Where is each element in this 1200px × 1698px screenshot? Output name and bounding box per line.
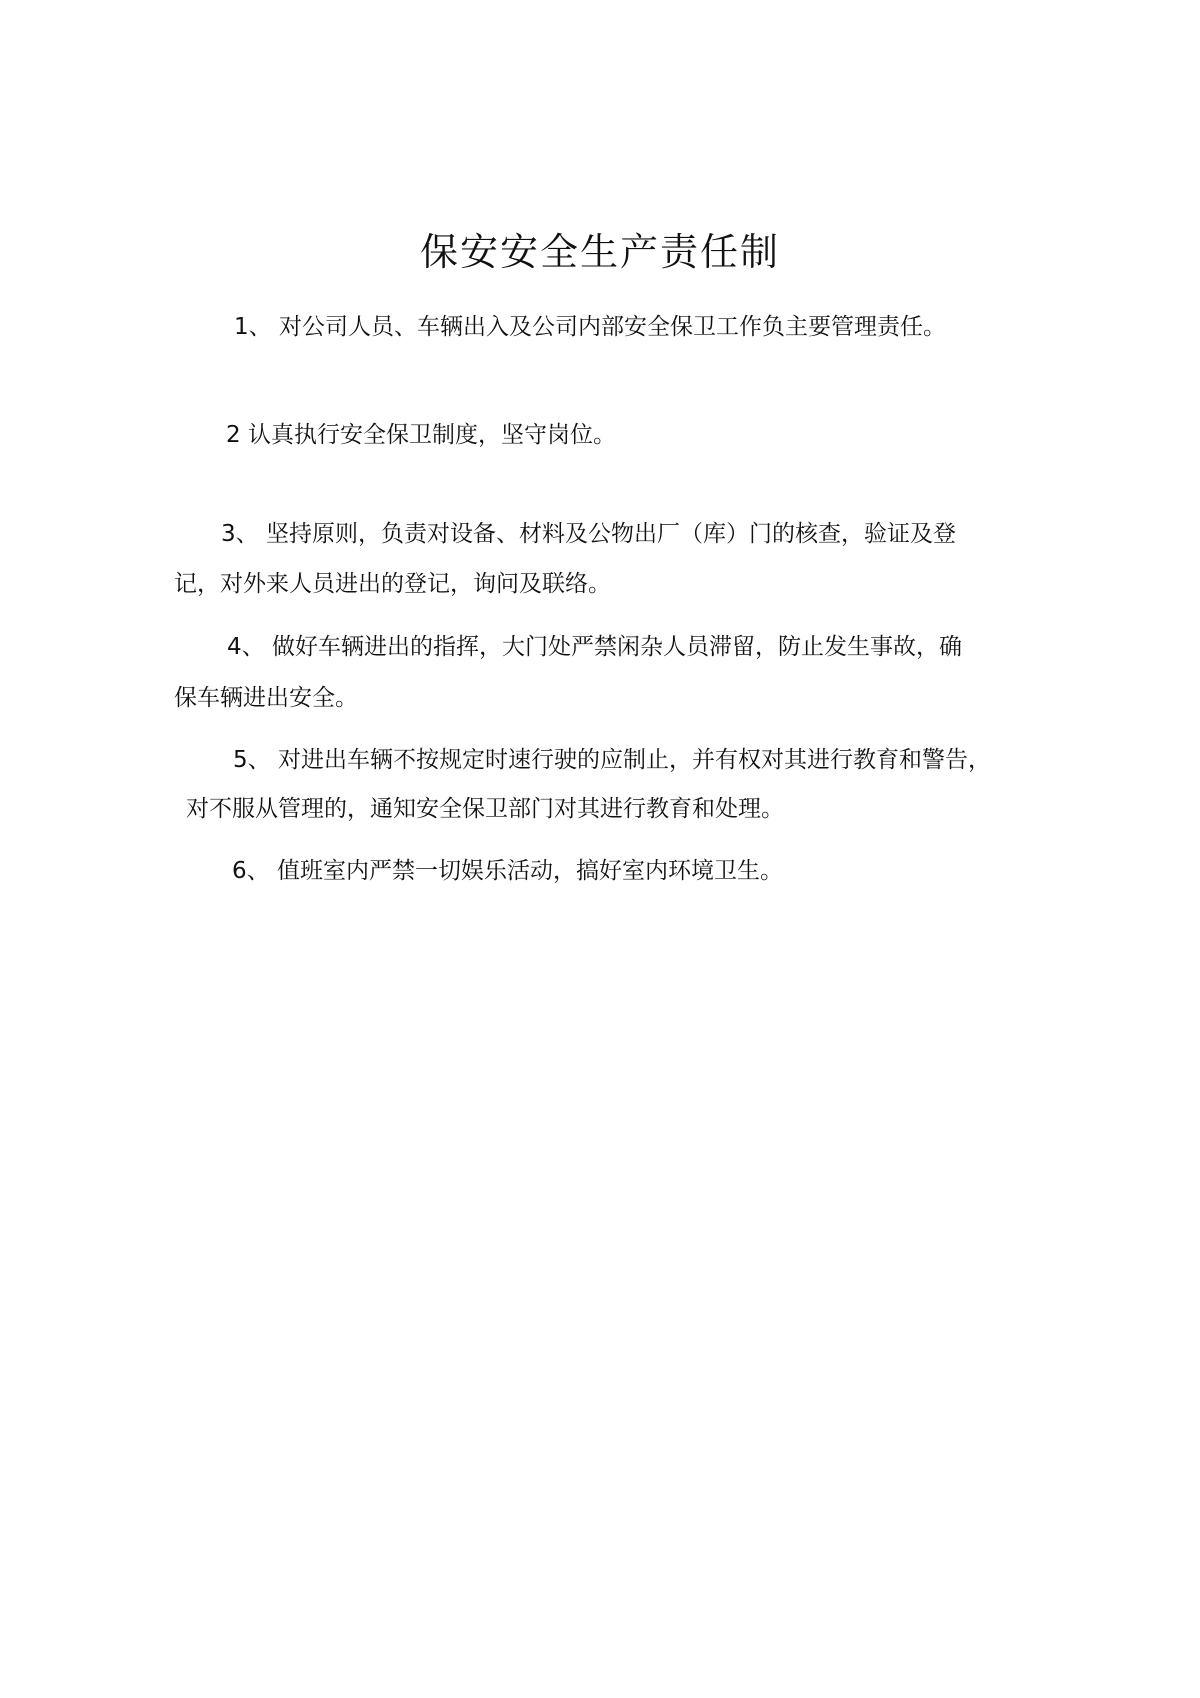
rule-item-4-line-2: 保车辆进出安全。 <box>174 685 358 711</box>
rule-item-2: 2 认真执行安全保卫制度，坚守岗位。 <box>226 422 616 448</box>
rule-item-1: 1、 对公司人员、车辆出入及公司内部安全保卫工作负主要管理责任。 <box>234 314 946 340</box>
document-title: 保安安全生产责任制 <box>419 230 780 274</box>
rule-item-4-line-1: 4、 做好车辆进出的指挥，大门处严禁闲杂人员滞留，防止发生事故，确 <box>227 634 962 660</box>
rule-item-5-line-1: 5、 对进出车辆不按规定时速行驶的应制止，并有权对其进行教育和警告， <box>233 747 991 773</box>
rule-item-6: 6、 值班室内严禁一切娱乐活动，搞好室内环境卫生。 <box>232 858 783 884</box>
rule-item-3-line-1: 3、 坚持原则，负责对设备、材料及公物出厂（库）门的核查，验证及登 <box>221 521 956 547</box>
rule-item-3-line-2: 记，对外来人员进出的登记，询问及联络。 <box>174 571 611 597</box>
rule-item-5-line-2: 对不服从管理的，通知安全保卫部门对其进行教育和处理。 <box>186 796 784 822</box>
